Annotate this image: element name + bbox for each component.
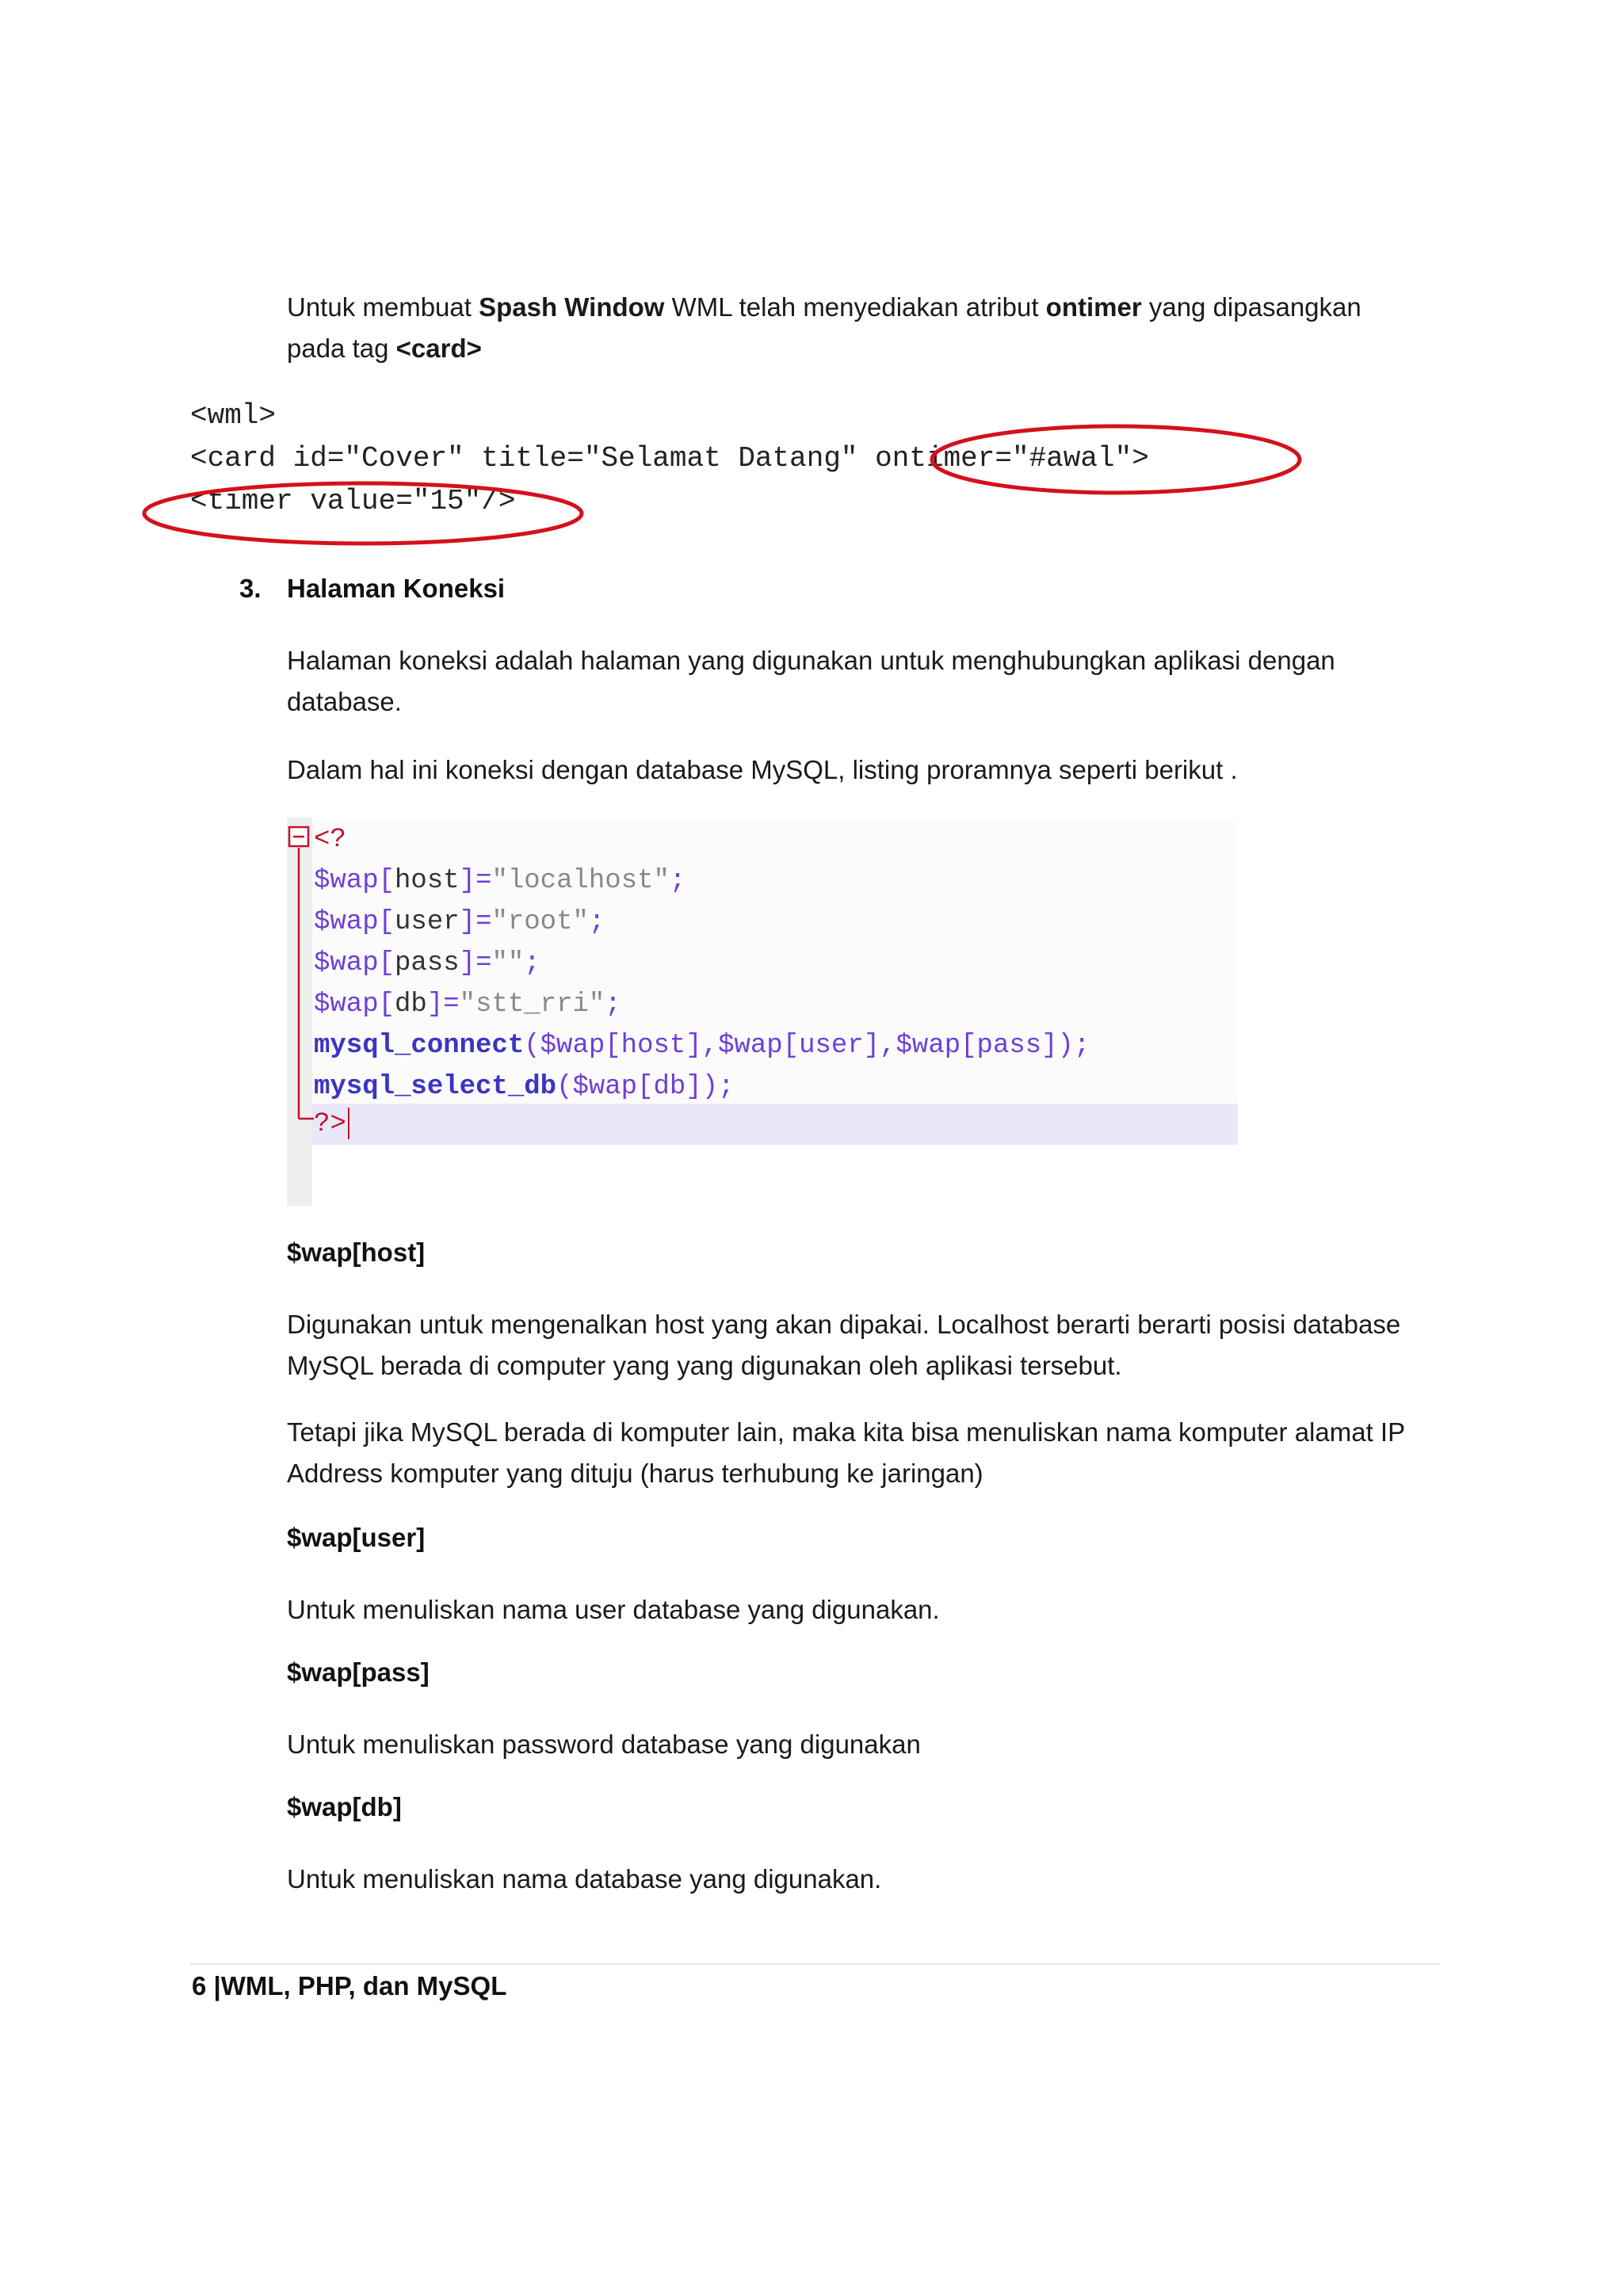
wml-ontimer-attr: ontimer="#awal">	[857, 442, 1149, 475]
php-semicolon: ;	[605, 990, 621, 1020]
item-host-line-1: Digunakan untuk mengenalkan host yang akan dipakai. Localhost berarti berarti posisi database	[287, 1310, 1401, 1339]
php-bracket: [	[378, 907, 395, 937]
php-line-pass	[314, 943, 540, 984]
php-key: host	[395, 866, 460, 896]
php-string: "root"	[491, 907, 589, 937]
php-operator: =	[475, 907, 492, 937]
php-semicolon: ;	[524, 948, 540, 978]
intro-bold-ontimer: ontimer	[1045, 292, 1142, 322]
section-paragraph-1-line-1: Halaman koneksi adalah halaman yang digunakan untuk menghubungkan aplikasi dengan	[287, 646, 1335, 675]
php-open-tag: <?	[314, 825, 346, 855]
wml-card-attrs: <card id="Cover" title="Selamat Datang"	[190, 442, 858, 475]
intro-text: WML telah menyediakan atribut	[664, 292, 1046, 322]
intro-bold-card-tag: <card>	[395, 334, 482, 363]
php-string: "localhost"	[491, 866, 670, 896]
item-pass-line-1: Untuk menuliskan password database yang digunakan	[287, 1730, 921, 1759]
page-footer	[192, 1971, 506, 2001]
section-paragraph-2: Dalam hal ini koneksi dengan database MySQL, listing proramnya seperti berikut .	[287, 755, 1238, 784]
item-host-extra-line-1: Tetapi jika MySQL berada di komputer lain, maka kita bisa menuliskan nama komputer alamat IP	[287, 1417, 1406, 1447]
php-args: ($wap[db]);	[556, 1072, 735, 1102]
php-line-host	[314, 860, 685, 902]
item-db-line-1: Untuk menuliskan nama database yang digunakan.	[287, 1864, 882, 1894]
php-bracket: ]	[426, 990, 444, 1020]
php-bracket: ]	[459, 948, 476, 978]
wml-code-line-1: <wml>	[190, 399, 277, 432]
php-var: $wap	[314, 990, 379, 1020]
php-line-select-db	[314, 1066, 735, 1108]
section-title: Halaman Koneksi	[287, 574, 506, 603]
php-line-user	[314, 902, 605, 943]
php-bracket: [	[378, 990, 395, 1020]
php-line-db	[314, 984, 621, 1025]
footer-divider	[190, 1963, 1439, 1965]
php-close-tag	[314, 1104, 349, 1145]
timer-highlight-ellipse	[144, 483, 582, 543]
item-heading-pass: $wap[pass]	[287, 1657, 430, 1687]
intro-text: pada tag	[287, 334, 396, 363]
item-heading-db: $wap[db]	[287, 1792, 402, 1821]
php-var: $wap	[314, 948, 379, 978]
php-bracket: [	[378, 948, 395, 978]
page-number: 6	[192, 1971, 207, 2000]
section-number: 3.	[239, 574, 262, 603]
annotation-ellipses	[0, 0, 1623, 602]
php-operator: =	[475, 866, 492, 896]
php-close-text: ?>	[314, 1109, 346, 1139]
php-key: pass	[395, 948, 460, 978]
php-bracket: ]	[459, 907, 476, 937]
current-line-highlight	[312, 1104, 1238, 1145]
item-heading-user: $wap[user]	[287, 1523, 426, 1552]
php-string: "stt_rri"	[459, 990, 605, 1020]
php-bracket: [	[378, 866, 395, 896]
text-cursor	[348, 1108, 349, 1139]
php-key: db	[395, 990, 427, 1020]
footer-separator: |	[213, 1971, 221, 2000]
item-host-line-2: MySQL berada di computer yang yang digunakan oleh aplikasi tersebut.	[287, 1351, 1122, 1380]
intro-bold-spash-window: Spash Window	[479, 292, 665, 322]
php-semicolon: ;	[588, 907, 605, 937]
item-user-line-1: Untuk menuliskan nama user database yang digunakan.	[287, 1595, 940, 1624]
php-function: mysql_connect	[314, 1031, 525, 1061]
php-key: user	[395, 907, 460, 937]
php-bracket: ]	[459, 866, 476, 896]
php-var: $wap	[314, 866, 379, 896]
wml-code-line-3: <timer value="15"/>	[190, 485, 516, 517]
php-semicolon: ;	[669, 866, 686, 896]
footer-title: WML, PHP, dan MySQL	[220, 1971, 507, 2000]
item-host-extra-line-2: Address komputer yang dituju (harus terhubung ke jaringan)	[287, 1459, 983, 1488]
php-string: ""	[491, 948, 525, 978]
php-var: $wap	[314, 907, 379, 937]
php-operator: =	[443, 990, 460, 1020]
php-args: ($wap[host],$wap[user],$wap[pass]);	[524, 1031, 1090, 1061]
php-operator: =	[475, 948, 492, 978]
item-heading-host: $wap[host]	[287, 1238, 426, 1267]
intro-text: Untuk membuat	[287, 292, 479, 322]
php-function: mysql_select_db	[314, 1072, 557, 1102]
php-line-connect	[314, 1025, 1090, 1066]
section-paragraph-1-line-2: database.	[287, 687, 402, 716]
ontimer-highlight-ellipse	[932, 426, 1300, 493]
intro-text: yang dipasangkan	[1141, 292, 1361, 322]
